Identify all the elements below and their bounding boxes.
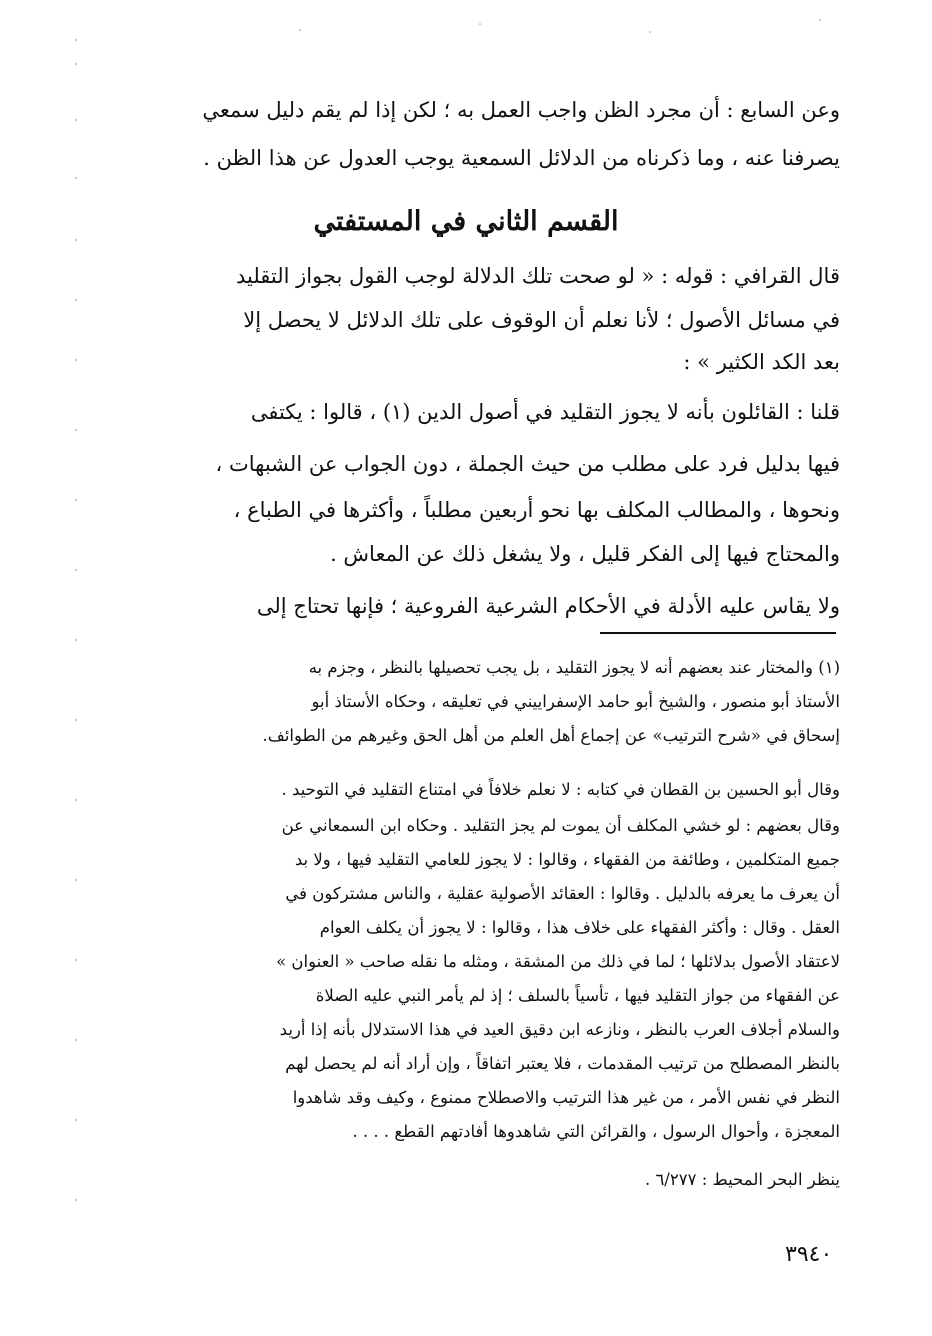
text-line: قلنا : القائلون بأنه لا يجوز التقليد في أصول الدين (١) ، قالوا : يكتفى bbox=[250, 400, 840, 424]
footnote-line: والسلام أجلاف العرب بالنظر ، ونازعه ابن دقيق العيد في هذا الاستدلال بأنه إذا أريد bbox=[279, 1020, 840, 1039]
section-heading: القسم الثاني في المستفتي bbox=[313, 206, 619, 237]
footnote-line: أن يعرف ما يعرفه بالدليل . وقالوا : العقائد الأصولية عقلية ، والناس مشتركون في bbox=[285, 884, 840, 903]
footnote-line: (١) والمختار عند بعضهم أنه لا يجوز التقليد ، بل يجب تحصيلها بالنظر ، وجزم به bbox=[308, 658, 840, 677]
footnote-line: إسحاق في «شرح الترتيب» عن إجماع أهل العلم من أهل الحق وغيرهم من الطوائف. bbox=[262, 726, 840, 745]
text-line: قال القرافي : قوله : « لو صحت تلك الدلالة لوجب القول بجواز التقليد bbox=[235, 264, 840, 288]
page-number: ٣٩٤٠ bbox=[785, 1242, 833, 1267]
footnote-line: الأستاذ أبو منصور ، والشيخ أبو حامد الإسفراييني في تعليقه ، وحكاه الأستاذ أبو bbox=[311, 692, 840, 711]
text-line: يصرفنا عنه ، وما ذكرناه من الدلائل السمعية يوجب العدول عن هذا الظن . bbox=[203, 146, 840, 170]
footnote-line: النظر في نفس الأمر ، من غير هذا الترتيب والاصطلاح ممنوع ، وكيف وقد شاهدوا bbox=[292, 1088, 840, 1107]
text-line: وعن السابع : أن مجرد الظن واجب العمل به ؛ لكن إذا لم يقم دليل سمعي bbox=[202, 98, 840, 122]
footnote-line: المعجزة ، وأحوال الرسول ، والقرائن التي شاهدوها أفادتهم القطع . . . . bbox=[352, 1122, 840, 1141]
footnote-line: العقل . وقال : وأكثر الفقهاء على خلاف هذا ، وقالوا : لا يجوز أن يكلف العوام bbox=[319, 918, 840, 937]
text-line: بعد الكد الكثير » : bbox=[683, 350, 840, 374]
footnote-line: وقال أبو الحسين بن القطان في كتابه : لا نعلم خلافاً في امتناع التقليد في التوحيد . bbox=[281, 780, 840, 799]
text-line: ولا يقاس عليه الأدلة في الأحكام الشرعية الفروعية ؛ فإنها تحتاج إلى bbox=[256, 594, 840, 618]
footnote-line: لاعتقاد الأصول بدلائلها ؛ لما في ذلك من المشقة ، ومثله ما نقله صاحب « العنوان » bbox=[276, 952, 840, 971]
footnote-line: وقال بعضهم : لو خشي المكلف أن يموت لم يجز التقليد . وحكاه ابن السمعاني عن bbox=[281, 816, 840, 835]
footnote-reference: ينظر البحر المحيط : ٦/٢٧٧ . bbox=[644, 1170, 840, 1189]
text-line: في مسائل الأصول ؛ لأنا نعلم أن الوقوف على تلك الدلائل لا يحصل إلا bbox=[243, 308, 840, 332]
footnote-line: عن الفقهاء من جواز التقليد فيها ، تأسياً بالسلف ؛ إذ لم يأمر النبي عليه الصلاة bbox=[315, 986, 840, 1005]
footnote-line: بالنظر المصطلح من ترتيب المقدمات ، فلا يعتبر اتفاقاً ، وإن أراد أنه لم يحصل لهم bbox=[285, 1054, 840, 1073]
text-line: ونحوها ، والمطالب المكلف بها نحو أربعين مطلباً ، وأكثرها في الطباع ، bbox=[233, 498, 840, 522]
text-line: فيها بدليل فرد على مطلب من حيث الجملة ، دون الجواب عن الشبهات ، bbox=[215, 452, 840, 476]
footnote-line: جميع المتكلمين ، وطائفة من الفقهاء ، وقالوا : لا يجوز للعامي التقليد فيها ، ولا بد bbox=[294, 850, 840, 869]
footnote-separator bbox=[600, 632, 836, 634]
text-line: والمحتاج فيها إلى الفكر قليل ، ولا يشغل ذلك عن المعاش . bbox=[330, 542, 840, 566]
